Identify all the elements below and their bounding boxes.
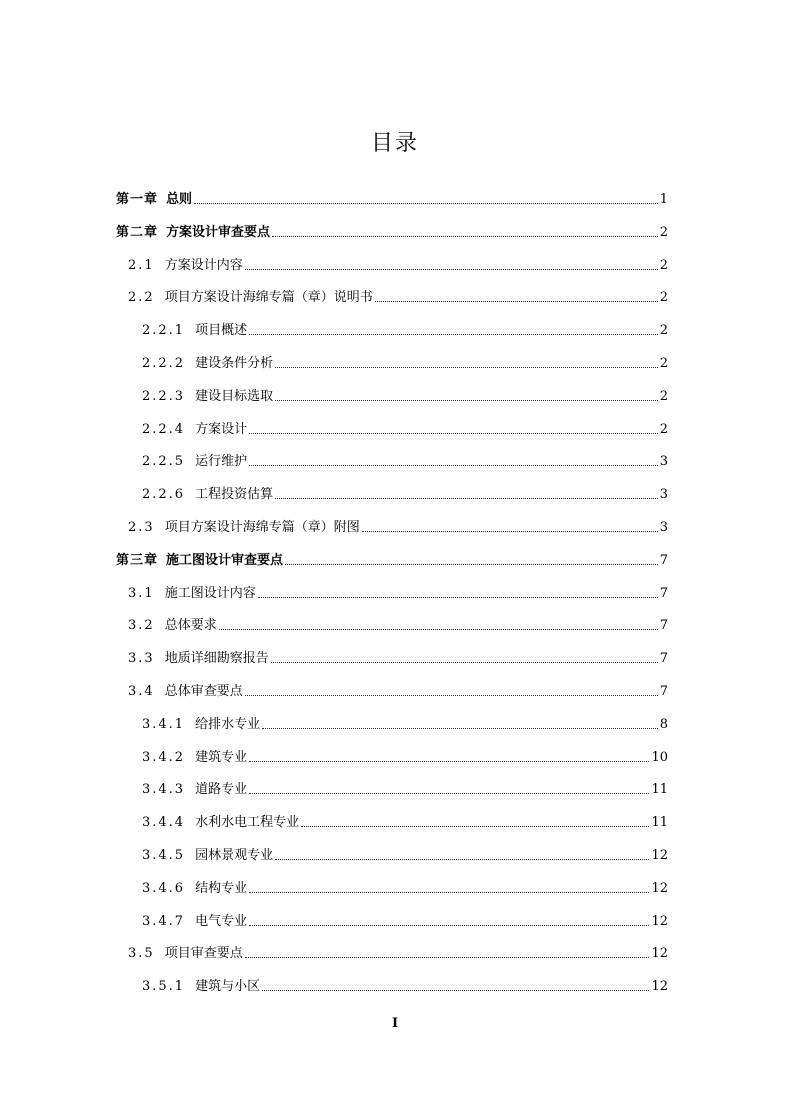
toc-entry-number: 2.1 [128, 257, 155, 273]
toc-entry[interactable] [142, 446, 668, 470]
dot-leader [249, 792, 649, 794]
toc-entry-number: 2.2.3 [142, 388, 186, 404]
toc-entry[interactable] [128, 610, 668, 634]
toc-entry-title: 总体要求 [164, 618, 217, 634]
toc-entry[interactable] [116, 184, 668, 208]
toc-entry-page: 2 [659, 323, 668, 339]
toc-entry[interactable] [142, 873, 668, 897]
dot-leader [245, 268, 658, 270]
toc-entry-title: 地质详细勘察报告 [164, 651, 269, 667]
dot-leader [275, 497, 658, 499]
toc-entry-title: 总体审查要点 [164, 684, 243, 699]
toc-entry[interactable] [142, 807, 668, 831]
dot-leader [275, 399, 658, 401]
toc-entry-page: 7 [659, 651, 668, 667]
toc-entry-page: 3 [659, 487, 668, 503]
dot-leader [301, 825, 649, 827]
toc-entry-page: 1 [659, 192, 668, 207]
toc-entry[interactable] [116, 545, 668, 569]
toc-entry[interactable] [128, 250, 668, 274]
toc-entry-title: 结构专业 [195, 880, 248, 896]
dot-leader [362, 530, 658, 532]
toc-entry[interactable] [128, 643, 668, 667]
dot-leader [258, 596, 658, 598]
toc-entry-number: 2.3 [128, 520, 155, 535]
toc-entry-page: 2 [659, 388, 668, 404]
toc-title: 目录 [370, 131, 419, 156]
toc-entry-number: 3.4.6 [142, 880, 186, 896]
dot-leader [249, 891, 649, 893]
toc-entry-page: 8 [659, 716, 668, 732]
toc-entry-title: 建筑与小区 [195, 979, 261, 995]
dot-leader [285, 563, 658, 565]
toc-entry[interactable] [128, 676, 668, 700]
toc-entry-number: 2.2.4 [142, 421, 186, 437]
toc-entry-number: 2.2.2 [142, 356, 186, 371]
page-number: I [391, 1016, 399, 1031]
toc-entry-title: 项目方案设计海绵专篇（章）附图 [164, 520, 360, 535]
dot-leader [275, 858, 649, 860]
toc-entry-page: 12 [651, 946, 668, 962]
toc-entry-number: 2.2.5 [142, 454, 186, 470]
toc-entry-number: 3.4.7 [142, 913, 186, 929]
dot-leader [194, 202, 658, 204]
toc-entry[interactable] [142, 479, 668, 503]
toc-entry-number: 3.5.1 [142, 979, 186, 995]
toc-entry-number: 第二章 [116, 224, 159, 240]
toc-entry-title: 项目概述 [195, 323, 248, 339]
toc-entry-page: 7 [659, 684, 668, 699]
toc-entry-page: 2 [659, 356, 668, 371]
toc-entry-page: 11 [651, 782, 668, 798]
toc-entry-page: 12 [651, 848, 668, 863]
toc-entry-number: 2.2 [128, 290, 155, 306]
toc-entry-page: 7 [659, 552, 668, 568]
dot-leader [262, 989, 649, 991]
dot-leader [262, 727, 658, 729]
toc-entry[interactable] [142, 840, 668, 864]
toc-entry[interactable] [142, 381, 668, 405]
toc-entry-number: 3.4.3 [142, 782, 186, 798]
toc-entry-number: 第三章 [116, 552, 159, 568]
toc-entry-title: 运行维护 [195, 454, 248, 470]
toc-entry-number: 3.4 [128, 684, 155, 699]
toc-entry-title: 项目审查要点 [164, 946, 243, 962]
dot-leader [249, 432, 658, 434]
dot-leader [271, 661, 658, 663]
toc-entry-number: 2.2.1 [142, 323, 186, 339]
toc-entry-page: 2 [659, 421, 668, 437]
dot-leader [245, 956, 650, 958]
dot-leader [249, 333, 658, 335]
toc-entry-page: 12 [651, 979, 668, 995]
toc-entry-title: 方案设计内容 [164, 257, 243, 273]
toc-entry-number: 3.4.5 [142, 848, 186, 863]
dot-leader [219, 628, 658, 630]
toc-entry[interactable] [142, 315, 668, 339]
toc-entry-page: 12 [651, 913, 668, 929]
dot-leader [375, 300, 658, 302]
dot-leader [249, 760, 649, 762]
toc-entry[interactable] [116, 217, 668, 241]
toc-entry-number: 2.2.6 [142, 487, 186, 503]
toc-entry[interactable] [142, 348, 668, 372]
toc-entry-page: 2 [659, 290, 668, 306]
toc-entry-title: 施工图设计审查要点 [166, 552, 284, 568]
toc-entry-number: 第一章 [116, 192, 159, 207]
dot-leader [245, 694, 658, 696]
toc-entry-page: 11 [651, 815, 668, 831]
toc-entry-page: 10 [651, 749, 668, 765]
toc-entry-title: 施工图设计内容 [164, 585, 256, 601]
toc-entry[interactable] [142, 971, 668, 995]
toc-entry-title: 电气专业 [195, 913, 248, 929]
toc-entry-number: 3.1 [128, 585, 155, 601]
dot-leader [272, 235, 658, 237]
toc-entry-page: 2 [659, 224, 668, 240]
toc-entry-title: 园林景观专业 [195, 848, 274, 863]
toc-entry-title: 工程投资估算 [195, 487, 274, 503]
toc-entry-page: 2 [659, 257, 668, 273]
dot-leader [275, 366, 658, 368]
toc-entry[interactable] [142, 414, 668, 438]
toc-entry-page: 12 [651, 880, 668, 896]
toc-entry-title: 给排水专业 [195, 716, 261, 732]
toc-entry[interactable] [142, 742, 668, 766]
toc-entry-number: 3.4.4 [142, 815, 186, 831]
toc-entry-number: 3.2 [128, 618, 155, 634]
toc-entry-title: 总则 [166, 192, 193, 207]
toc-entry-page: 7 [659, 618, 668, 634]
toc-entry-title: 方案设计 [195, 421, 248, 437]
toc-entry-page: 7 [659, 585, 668, 601]
toc-entry[interactable] [128, 282, 668, 306]
toc-entry[interactable] [142, 906, 668, 930]
toc-entry[interactable] [142, 774, 668, 798]
toc-entry[interactable] [142, 709, 668, 733]
toc-entry-page: 3 [659, 454, 668, 470]
toc-entry[interactable] [128, 512, 668, 536]
toc-entry-page: 3 [659, 520, 668, 535]
toc-entry-number: 3.5 [128, 946, 155, 962]
toc-entry-title: 项目方案设计海绵专篇（章）说明书 [164, 290, 373, 306]
toc-entry[interactable] [128, 938, 668, 962]
toc-entry-number: 3.4.1 [142, 716, 186, 732]
toc-entry-title: 建筑专业 [195, 749, 248, 765]
toc-entry[interactable] [128, 578, 668, 602]
toc-entry-title: 水利水电工程专业 [195, 815, 300, 831]
dot-leader [249, 464, 658, 466]
toc-entry-title: 建设条件分析 [195, 356, 274, 371]
toc-entry-number: 3.4.2 [142, 749, 186, 765]
dot-leader [249, 924, 649, 926]
toc-entry-title: 方案设计审查要点 [166, 224, 271, 240]
toc-entry-title: 建设目标选取 [195, 388, 274, 404]
toc-entry-title: 道路专业 [195, 782, 248, 798]
toc-entry-number: 3.3 [128, 651, 155, 667]
